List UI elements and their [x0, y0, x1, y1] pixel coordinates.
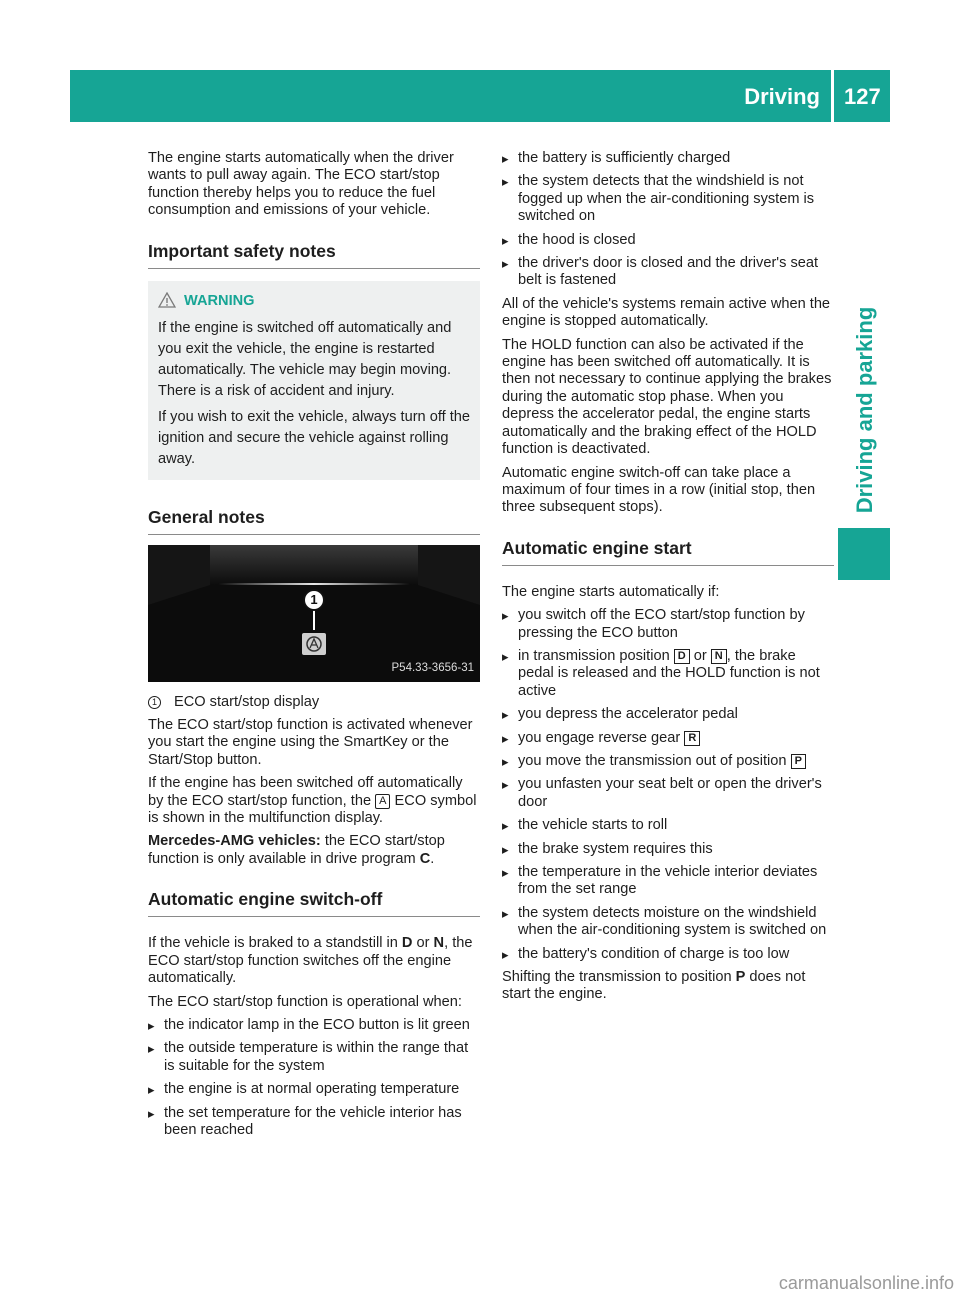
- list-item: ▸ the set temperature for the vehicle interior has been reached: [148, 1105, 480, 1140]
- list-item: ▸ the outside temperature is within the range that is suitable for the system: [148, 1040, 480, 1075]
- list-item: ▸ you depress the accelerator pedal: [502, 706, 834, 723]
- amg-text: the ECO start/stop function is only available in drive program: [148, 833, 445, 867]
- shift-text-a: Shifting the transmission to position: [502, 969, 736, 986]
- shift-paragraph: [502, 969, 834, 1004]
- list-item: [502, 648, 834, 700]
- list-item: ▸ the hood is closed: [502, 232, 834, 249]
- warning-header: [158, 291, 472, 312]
- heading-general-notes: General notes: [148, 492, 480, 535]
- condition-list-left: [148, 1017, 480, 1139]
- list-item: ▸ the battery's condition of charge is too low: [502, 946, 834, 963]
- list-item: ▸ the brake system requires this: [502, 841, 834, 858]
- list-item: ▸ the driver's door is closed and the driver's seat belt is fastened: [502, 255, 834, 290]
- hold-paragraph: The HOLD function can also be activated if the engine has been switched off automatically. It is then not necessary to continue applying the brakes during the automatic stop phase. When you depress the accelerator pedal, the engine starts automatically and the braking effect of the HOLD function is deactivated.: [502, 336, 832, 458]
- header-separator: [831, 70, 834, 122]
- start-condition-list: [502, 607, 834, 963]
- right-column: [502, 150, 834, 1010]
- eco-text-a: If the engine has been switched off automatically by the ECO start/stop function, the: [148, 775, 463, 809]
- list-item: ▸ the indicator lamp in the ECO button is lit green: [148, 1017, 480, 1034]
- list-item: ▸ the battery is sufficiently charged: [502, 150, 834, 167]
- condition-list-right: [502, 150, 834, 290]
- shift-text-b: does not start the engine.: [502, 969, 806, 1003]
- list-item: ▸ you unfasten your seat belt or open the driver's door: [502, 776, 834, 811]
- page-number: 127: [844, 84, 881, 109]
- eco-text-b: ECO symbol is shown in the multifunction display.: [148, 792, 477, 827]
- list-item: ▸ the temperature in the vehicle interior deviates from the set range: [502, 864, 834, 899]
- eco-symbol-paragraph: [148, 775, 480, 827]
- s2-text-a: in transmission position: [518, 647, 674, 664]
- gear-p-key-icon: P: [791, 754, 806, 769]
- side-tab-marker: [838, 528, 890, 580]
- gear-n-key-icon: N: [711, 649, 727, 664]
- maximum-paragraph: Automatic engine switch-off can take place a maximum of four times in a row (initial stop, then three subsequent stops).: [502, 464, 816, 516]
- chapter-title: Driving: [744, 84, 820, 109]
- s2-or: or: [689, 647, 711, 664]
- list-item: ▸ the system detects that the windshield is not fogged up when the air-conditioning system is switched on: [502, 173, 834, 225]
- amg-label: Mercedes-AMG vehicles:: [148, 833, 321, 850]
- amg-paragraph: [148, 833, 480, 868]
- list-item: ▸ the vehicle starts to roll: [502, 817, 834, 834]
- so-gear-n: N: [433, 935, 445, 952]
- intro-paragraph: The engine starts automatically when the driver wants to pull away again. The ECO start/stop function thereby helps you to reduce the fuel consumption and emissions of your vehicle.: [148, 150, 454, 219]
- so-text-a: If the vehicle is braked to a standstill in: [148, 935, 402, 952]
- operational-paragraph: The ECO start/stop function is operational when:: [148, 993, 462, 1010]
- list-item: ▸ you switch off the ECO start/stop function by pressing the ECO button: [502, 607, 834, 642]
- left-column: [148, 150, 480, 1145]
- warning-text-1: If the engine is switched off automatically and you exit the vehicle, the engine is restarted automatically. The vehicle may begin moving. There is a risk of accident and injury.: [158, 319, 452, 399]
- s4-text: you engage reverse gear: [518, 729, 685, 746]
- list-item: [502, 730, 834, 747]
- callout-text: ECO start/stop display: [174, 693, 320, 710]
- heading-safety-notes: Important safety notes: [148, 226, 480, 269]
- eco-display-figure: [148, 545, 480, 682]
- warning-title: WARNING: [184, 292, 255, 309]
- gear-d-key-icon: D: [674, 649, 690, 664]
- list-item: ▸ the engine is at normal operating temperature: [148, 1081, 480, 1098]
- warning-box: [148, 281, 480, 480]
- warning-triangle-icon: [158, 292, 184, 310]
- shift-gear-p: P: [735, 969, 746, 986]
- amg-end: .: [430, 850, 435, 867]
- so-text-b: , the ECO start/stop function switches off the engine automatically.: [148, 935, 473, 987]
- so-or: or: [412, 935, 434, 952]
- activation-paragraph: The ECO start/stop function is activated whenever you start the engine using the SmartKey or the Start/Stop button.: [148, 717, 473, 768]
- switchoff-paragraph: [148, 935, 480, 987]
- s5-text: you move the transmission out of position: [518, 752, 791, 769]
- eco-symbol-icon: A: [375, 794, 390, 809]
- figure-reference: P54.33-3656-31: [391, 662, 474, 675]
- gear-r-key-icon: R: [684, 731, 700, 746]
- amg-program: C: [419, 850, 431, 867]
- site-watermark: carmanualsonline.info: [778, 1273, 954, 1293]
- callout-legend: [148, 694, 480, 711]
- s2-text-b: , the brake pedal is released and the HOLD function is not active: [518, 647, 820, 699]
- heading-engine-start: Automatic engine start: [502, 523, 834, 566]
- callout-number: 1: [148, 696, 161, 709]
- heading-switch-off: Automatic engine switch-off: [148, 874, 480, 917]
- list-item: [502, 753, 834, 770]
- so-gear-d: D: [401, 935, 413, 952]
- warning-text-2: If you wish to exit the vehicle, always turn off the ignition and secure the vehicle against rolling away.: [158, 408, 471, 467]
- starts-if-paragraph: The engine starts automatically if:: [502, 583, 720, 600]
- figure-callout-1: 1: [303, 589, 325, 611]
- systems-paragraph: All of the vehicle's systems remain active when the engine is stopped automatically.: [502, 295, 831, 330]
- side-tab-label: Driving and parking: [852, 306, 877, 514]
- list-item: ▸ the system detects moisture on the windshield when the air-conditioning system is switched on: [502, 905, 834, 940]
